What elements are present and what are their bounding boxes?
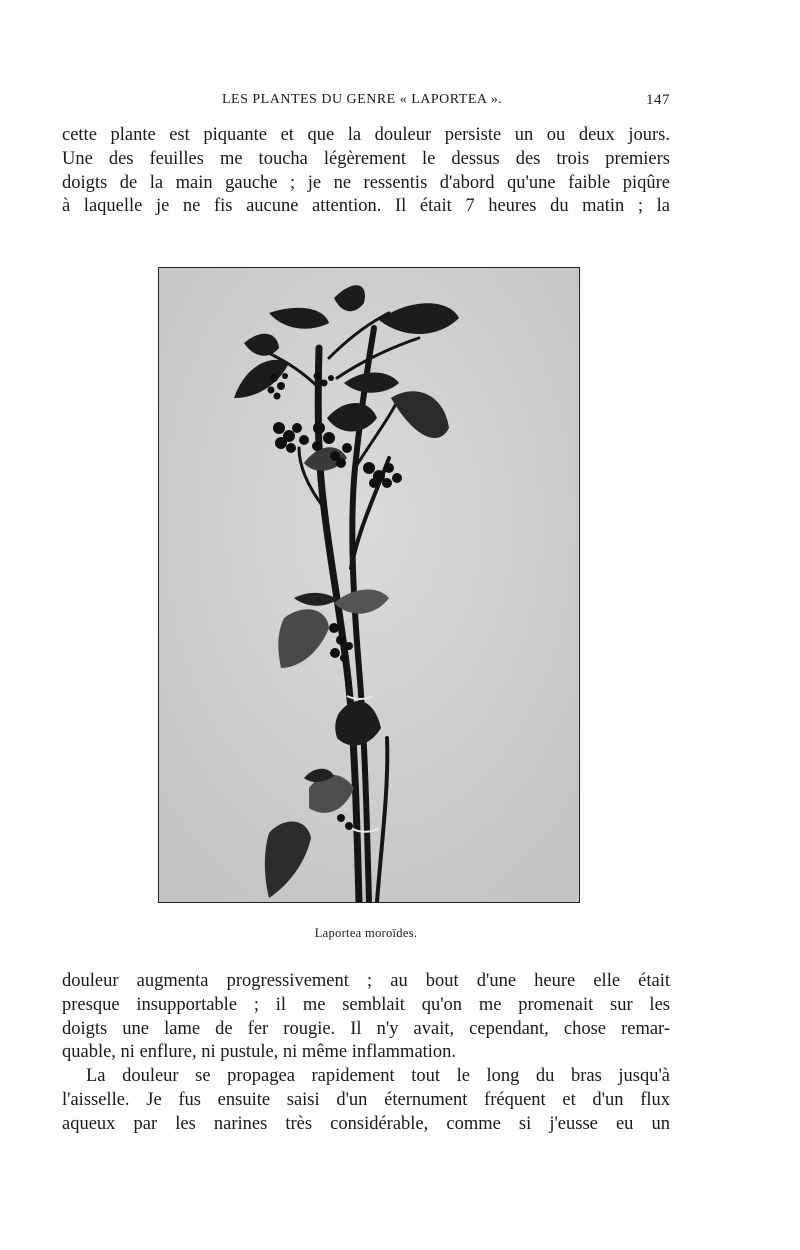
text-line: doigts une lame de fer rougie. Il n'y avait, cependant, chose remar-: [62, 1018, 670, 1039]
text-line: aqueux par les narines très considérable, comme si j'eusse eu un: [62, 1113, 670, 1134]
text-line: La douleur se propagea rapidement tout le long du bras jusqu'à: [86, 1066, 670, 1087]
text-line: doigts de la main gauche ; je ne ressentis d'abord qu'une faible piqûre: [62, 172, 670, 193]
figure-caption: Laportea moroïdes.: [314, 926, 418, 940]
text-line: cette plante est piquante et que la douleur persiste un ou deux jours.: [62, 125, 670, 145]
text-line: Une des feuilles me toucha légèrement le dessus des trois premiers: [62, 148, 670, 169]
running-title: LES PLANTES DU GENRE « LAPORTEA ».: [222, 92, 503, 107]
paragraph-top: [62, 124, 670, 219]
running-head: [62, 92, 670, 112]
text-line: presque insupportable ; il me semblait qu'on me promenait sur les: [62, 994, 670, 1015]
page-number: 147: [646, 92, 670, 108]
text-line: l'aisselle. Je fus ensuite saisi d'un éternument fréquent et d'un flux: [62, 1089, 670, 1110]
plant-photograph: [158, 267, 580, 903]
text-line: douleur augmenta progressivement ; au bout d'une heure elle était: [62, 971, 670, 991]
text-line: à laquelle je ne fis aucune attention. Il était 7 heures du matin ; la: [62, 196, 670, 217]
laportea-plant-illustration: [159, 268, 579, 902]
paragraph-bottom: [62, 970, 670, 1137]
text-line: quable, ni enflure, ni pustule, ni même inflammation.: [62, 1042, 457, 1063]
